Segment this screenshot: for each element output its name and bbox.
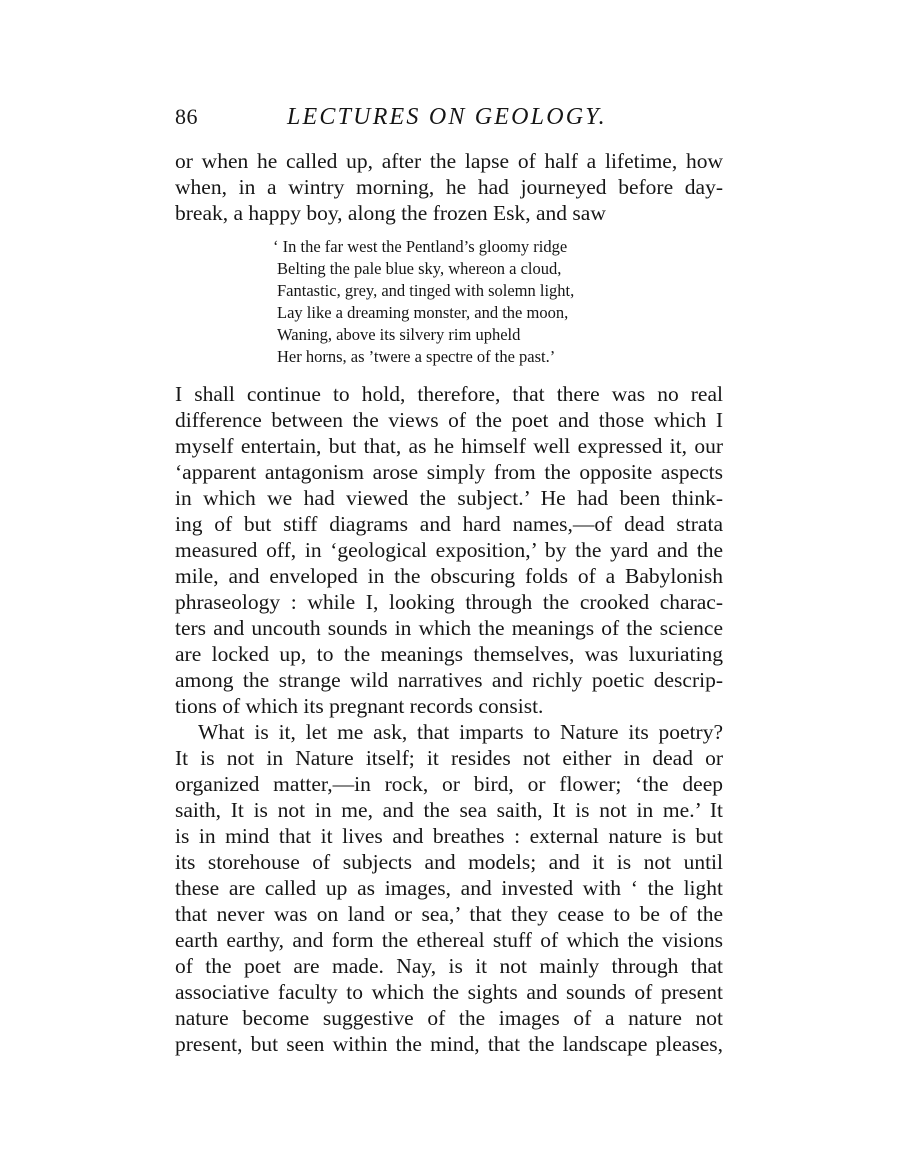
text-line: these are called up as images, and invested with ‘ the light: [175, 876, 723, 900]
text-line: measured off, in ‘geological exposition,’ by the yard and the: [175, 538, 723, 562]
text-line: nature become suggestive of the images of a nature not: [175, 1006, 723, 1030]
text-line: mile, and enveloped in the obscuring folds of a Babylonish: [175, 564, 723, 588]
text-line: when, in a wintry morning, he had journeyed before day-: [175, 175, 723, 199]
text-line: tions of which its pregnant records consist.: [175, 694, 544, 718]
page-number: 86: [175, 104, 198, 129]
text-line: phraseology : while I, looking through the crooked charac-: [175, 590, 723, 614]
text-line: earth earthy, and form the ethereal stuff of which the visions: [175, 928, 723, 952]
text-line: ‘apparent antagonism arose simply from the opposite aspects: [175, 460, 723, 484]
text-line: ing of but stiff diagrams and hard names,—of dead strata: [175, 512, 723, 536]
verse-line: Belting the pale blue sky, whereon a cloud,: [277, 259, 562, 278]
text-line: What is it, let me ask, that imparts to Nature its poetry?: [198, 720, 723, 744]
verse-line: ‘ In the far west the Pentland’s gloomy ridge: [273, 237, 568, 256]
text-line: difference between the views of the poet and those which I: [175, 408, 723, 432]
verse-line: Waning, above its silvery rim upheld: [277, 325, 521, 344]
text-line: its storehouse of subjects and models; and it is not until: [175, 850, 723, 874]
verse-line: Fantastic, grey, and tinged with solemn light,: [277, 281, 575, 300]
text-line: of the poet are made. Nay, is it not mainly through that: [175, 954, 723, 978]
text-line: is in mind that it lives and breathes : external nature is but: [175, 824, 723, 848]
text-line: myself entertain, but that, as he himself well expressed it, our: [175, 434, 723, 458]
verse-line: Her horns, as ’twere a spectre of the past.’: [277, 347, 556, 366]
text-line: in which we had viewed the subject.’ He had been think-: [175, 486, 723, 510]
text-line: saith, It is not in me, and the sea saith, It is not in me.’ It: [175, 798, 723, 822]
running-head: LECTURES ON GEOLOGY.: [287, 104, 607, 130]
text-line: organized matter,—in rock, or bird, or flower; ‘the deep: [175, 772, 723, 796]
text-line: among the strange wild narratives and richly poetic descrip-: [175, 668, 723, 692]
text-line: that never was on land or sea,’ that they cease to be of the: [175, 902, 723, 926]
text-line: or when he called up, after the lapse of half a lifetime, how: [175, 149, 723, 173]
text-line: break, a happy boy, along the frozen Esk, and saw: [175, 201, 606, 225]
page-header: [175, 104, 725, 136]
text-line: are locked up, to the meanings themselves, was luxuriating: [175, 642, 723, 666]
text-line: I shall continue to hold, therefore, that there was no real: [175, 382, 723, 406]
text-line: present, but seen within the mind, that the landscape pleases,: [175, 1032, 723, 1056]
verse-line: Lay like a dreaming monster, and the moon,: [277, 303, 569, 322]
text-line: ters and uncouth sounds in which the meanings of the science: [175, 616, 723, 640]
text-line: It is not in Nature itself; it resides not either in dead or: [175, 746, 723, 770]
text-line: associative faculty to which the sights and sounds of present: [175, 980, 723, 1004]
